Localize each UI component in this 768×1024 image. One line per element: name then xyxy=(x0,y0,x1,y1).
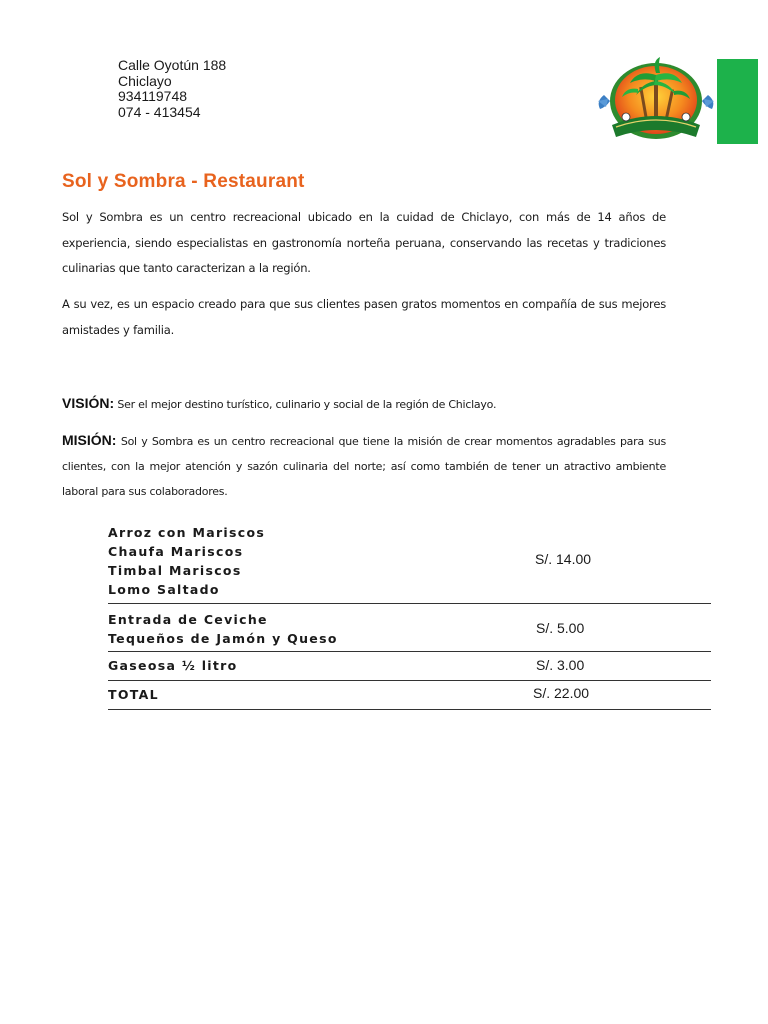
menu-price: S/. 5.00 xyxy=(536,619,585,636)
menu-row-items xyxy=(108,681,498,709)
menu-item: Tequeños de Jamón y Queso xyxy=(108,631,338,646)
vision-label: VISIÓN: xyxy=(62,395,115,411)
secondary-paragraph: A su vez, es un espacio creado para que sus clientes pasen gratos momentos en compañía de sus mejores amistades y familia. xyxy=(62,297,666,337)
vision-statement xyxy=(62,391,666,417)
mission-label: MISIÓN: xyxy=(62,432,117,448)
menu-table xyxy=(108,521,711,710)
menu-item: Arroz con Mariscos xyxy=(108,525,266,540)
mission-statement xyxy=(62,428,666,504)
address-block xyxy=(118,58,226,120)
menu-item: Entrada de Ceviche xyxy=(108,612,268,627)
menu-total-label: TOTAL xyxy=(108,687,159,702)
menu-total-price: S/. 22.00 xyxy=(533,685,590,701)
menu-item: Lomo Saltado xyxy=(108,582,220,597)
restaurant-logo-icon xyxy=(592,55,720,147)
menu-item: Gaseosa ½ litro xyxy=(108,658,238,673)
intro-paragraph: Sol y Sombra es un centro recreacional ubicado en la cuidad de Chiclayo, con más de 14 años de experiencia, siendo especialistas en gastronomía norteña peruana, conservando las recetas y tradiciones culinarias que tanto caracterizan a la región. xyxy=(62,210,666,275)
menu-price: S/. 14.00 xyxy=(535,551,592,567)
menu-row-items xyxy=(108,604,498,651)
page-title: Sol y Sombra - Restaurant xyxy=(62,171,305,192)
menu-row xyxy=(108,652,711,681)
menu-total-row xyxy=(108,681,711,710)
menu-row xyxy=(108,521,711,604)
menu-item: Chaufa Mariscos xyxy=(108,544,244,559)
mission-text: Sol y Sombra es un centro recreacional que tiene la misión de crear momentos agradables para sus clientes, con la mejor atención y sazón culinaria del norte; así como también de tener un atractivo ambiente laboral para sus colaboradores. xyxy=(62,435,667,498)
green-accent-bar xyxy=(717,59,758,144)
address-street: Calle Oyotún 188 xyxy=(118,57,227,73)
menu-row xyxy=(108,604,711,652)
address-city: Chiclayo xyxy=(118,72,172,89)
vision-text: Ser el mejor destino turístico, culinario y social de la región de Chiclayo. xyxy=(117,398,497,411)
menu-item: Timbal Mariscos xyxy=(108,563,242,578)
menu-price: S/. 3.00 xyxy=(536,657,585,673)
menu-row-items xyxy=(108,521,498,603)
address-phone-land: 074 - 413454 xyxy=(118,103,201,120)
menu-row-items xyxy=(108,652,498,680)
address-phone-mobile: 934119748 xyxy=(118,88,188,105)
